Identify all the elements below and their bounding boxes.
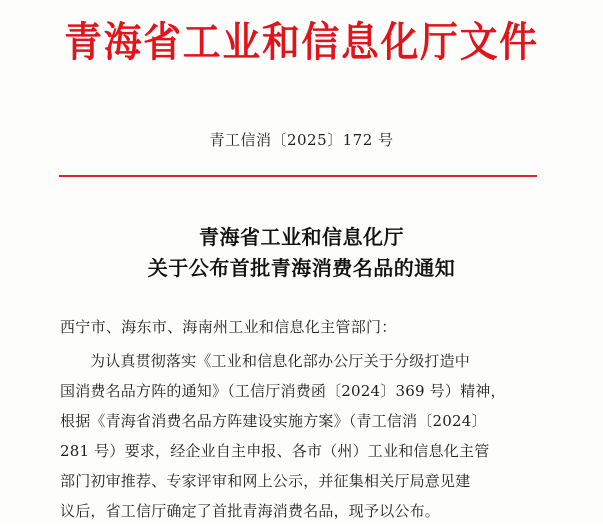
- red-divider-line: [59, 175, 537, 177]
- body-line: 根据《青海省消费名品方阵建设实施方案》（青工信消〔2024〕: [60, 412, 487, 430]
- notice-title-line-2: 关于公布首批青海消费名品的通知: [147, 256, 456, 280]
- salutation: 西宁市、海东市、海南州工业和信息化主管部门：: [60, 318, 397, 336]
- document-header-title: 青海省工业和信息化厅文件: [64, 18, 539, 66]
- document-number: 青工信消〔2025〕172 号: [209, 131, 394, 149]
- body-line: 281 号）要求，经企业自主申报、各市（州）工业和信息化主管: [60, 442, 490, 460]
- body-line: 议后，省工信厅确定了首批青海消费名品，现予以公布。: [60, 502, 441, 520]
- body-line: 国消费名品方阵的通知》（工信厅消费函〔2024〕369 号）精神，: [60, 382, 506, 400]
- notice-title-line-1: 青海省工业和信息化厅: [199, 225, 404, 249]
- body-line: 部门初审推荐、专家评审和网上公示，并征集相关厅局意见建: [60, 472, 471, 490]
- notice-title: [0, 222, 603, 284]
- body-paragraph: [60, 346, 546, 526]
- body-line: 为认真贯彻落实《工业和信息化部办公厅关于分级打造中: [90, 352, 471, 370]
